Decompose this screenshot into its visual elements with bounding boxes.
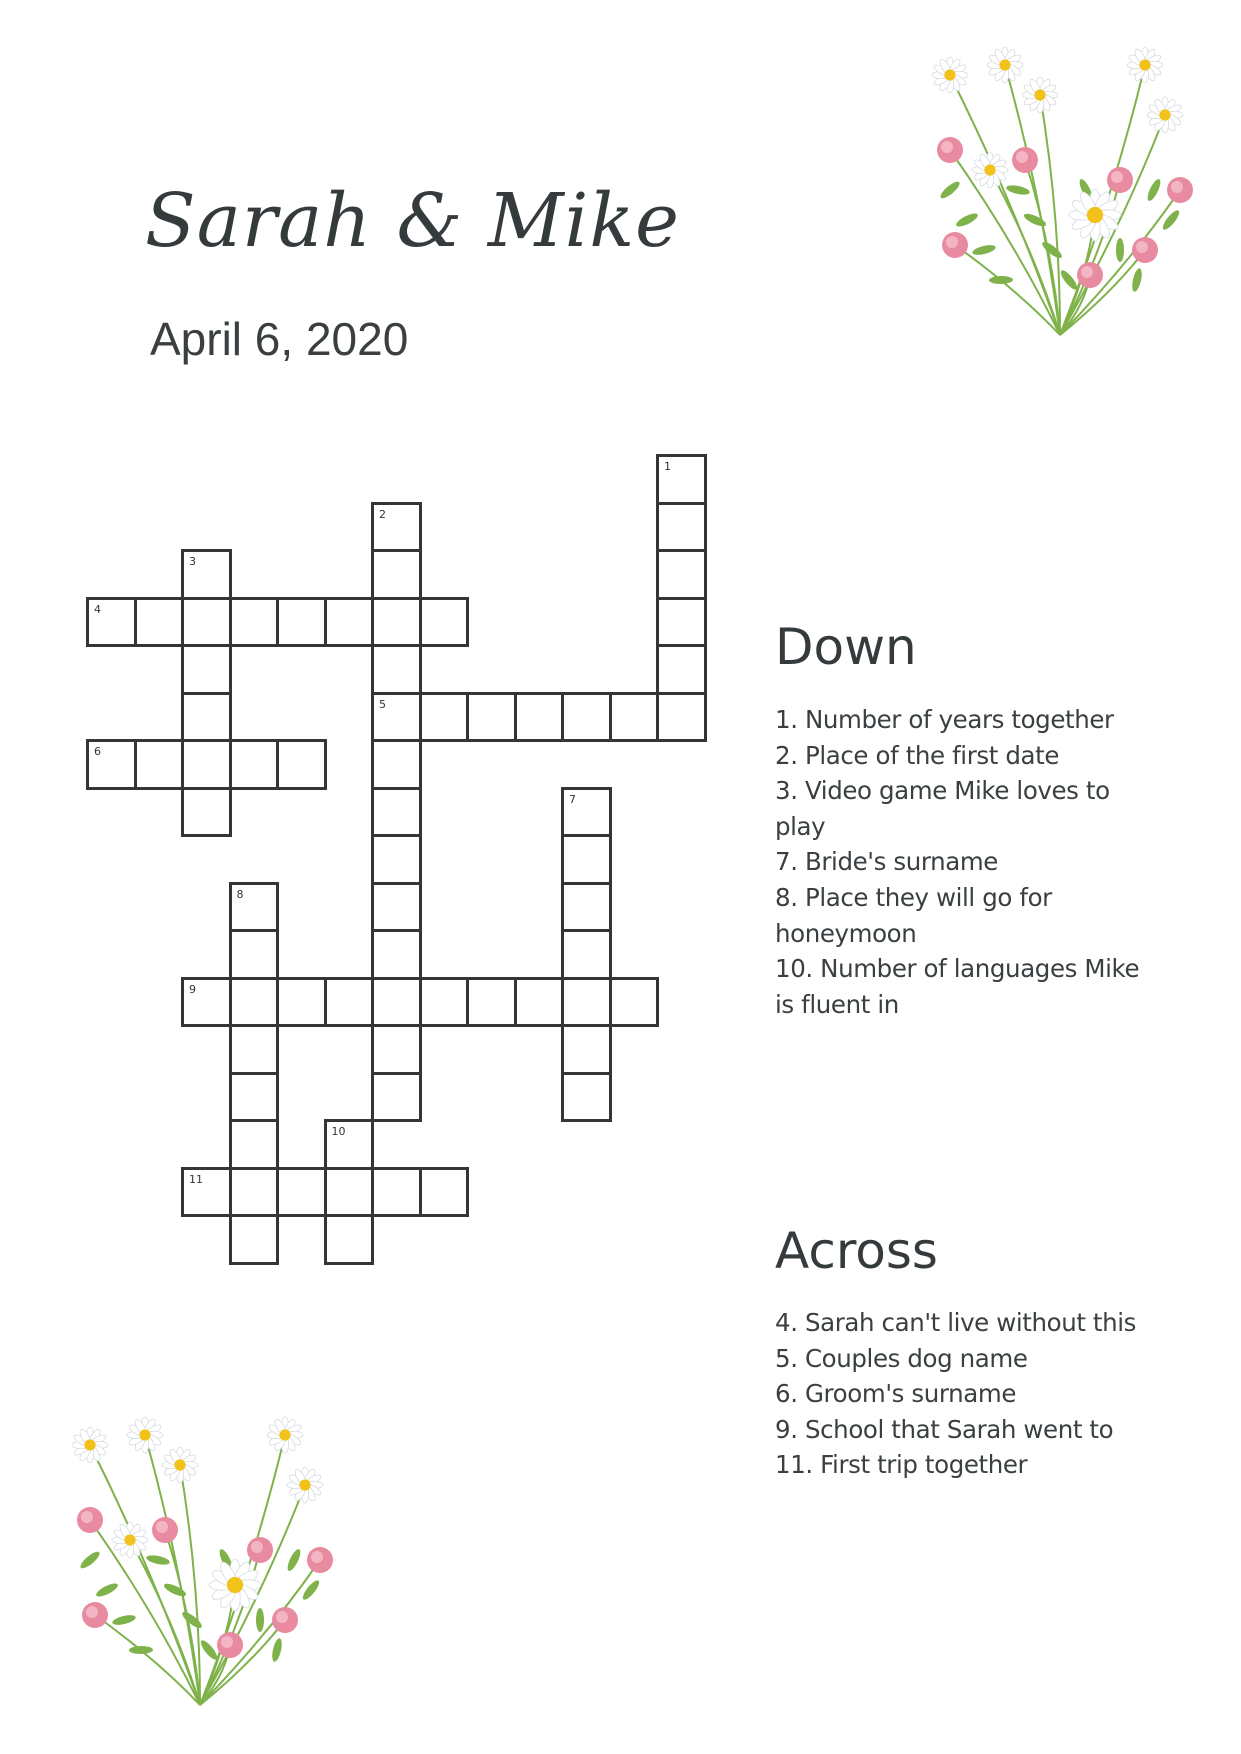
crossword-cell[interactable] [419, 692, 470, 743]
leaf-icon [145, 1554, 170, 1567]
leaf-icon [1005, 184, 1030, 197]
crossword-cell[interactable] [181, 549, 232, 600]
crossword-cell[interactable] [181, 787, 232, 838]
crossword-cell[interactable] [181, 692, 232, 743]
daisy-center-icon [227, 1577, 243, 1593]
clover-highlight [251, 1541, 263, 1553]
crossword-cell[interactable] [181, 739, 232, 790]
crossword-cell[interactable] [229, 1119, 280, 1170]
crossword-cell[interactable] [229, 1214, 280, 1265]
clover-highlight [1171, 181, 1183, 193]
crossword-cell[interactable] [324, 1119, 375, 1170]
crossword-cell[interactable] [86, 739, 137, 790]
leaf-icon [162, 1581, 187, 1598]
crossword-cell[interactable] [86, 597, 137, 648]
crossword-cell[interactable] [181, 977, 232, 1028]
leaf-icon [180, 1609, 204, 1630]
crossword-cell[interactable] [561, 787, 612, 838]
daisy-center-icon [1034, 89, 1045, 100]
crossword-cell[interactable] [324, 977, 375, 1028]
crossword-cell[interactable] [371, 834, 422, 885]
leaf-icon [1040, 239, 1064, 260]
crossword-cell[interactable] [466, 692, 517, 743]
crossword-cell[interactable] [656, 597, 707, 648]
leaf-icon [285, 1547, 303, 1572]
crossword-cell[interactable] [276, 597, 327, 648]
down-clue: 10. Number of languages Mike is fluent in [775, 954, 1140, 1019]
clue-number: 10 [331, 1125, 346, 1139]
leaf-icon [989, 276, 1013, 284]
across-clues [775, 1305, 1155, 1483]
crossword-cell[interactable] [371, 597, 422, 648]
crossword-cell[interactable] [514, 977, 565, 1028]
crossword-cell[interactable] [276, 977, 327, 1028]
clover-highlight [86, 1606, 98, 1618]
across-clue: 6. Groom's surname [775, 1379, 1017, 1409]
crossword-cell[interactable] [371, 977, 422, 1028]
clover-highlight [156, 1521, 168, 1533]
leaf-icon [1130, 267, 1143, 292]
crossword-cell[interactable] [656, 502, 707, 553]
crossword-cell[interactable] [561, 977, 612, 1028]
crossword-cell[interactable] [324, 597, 375, 648]
clue-number: 9 [189, 982, 196, 996]
clue-number: 4 [94, 602, 101, 616]
clue-number: 2 [379, 507, 386, 521]
crossword-cell[interactable] [371, 1167, 422, 1218]
crossword-cell[interactable] [134, 739, 185, 790]
crossword-cell[interactable] [419, 597, 470, 648]
leaf-icon [198, 1638, 219, 1662]
clover-highlight [276, 1611, 288, 1623]
leaf-icon [111, 1613, 136, 1627]
across-heading: Across [775, 1222, 938, 1280]
crossword-cell[interactable] [324, 1167, 375, 1218]
crossword-cell[interactable] [371, 692, 422, 743]
clover-highlight [1081, 266, 1093, 278]
crossword-cell[interactable] [371, 549, 422, 600]
across-clue: 4. Sarah can't live without this [775, 1308, 1137, 1337]
crossword-cell[interactable] [371, 882, 422, 933]
leaf-icon [94, 1581, 119, 1599]
leaf-icon [129, 1646, 153, 1654]
clue-number: 11 [189, 1172, 203, 1186]
down-clue: 8. Place they will go for honeymoon [775, 882, 1052, 948]
clover-highlight [81, 1511, 93, 1523]
leaf-icon [1116, 238, 1124, 262]
crossword-cell[interactable] [561, 882, 612, 933]
crossword-cell[interactable] [229, 882, 280, 933]
crossword-cell[interactable] [371, 787, 422, 838]
clover-highlight [1111, 171, 1123, 183]
crossword-cell[interactable] [419, 1167, 470, 1218]
crossword-cell[interactable] [561, 929, 612, 980]
crossword-cell[interactable] [134, 597, 185, 648]
crossword-cell[interactable] [609, 692, 660, 743]
crossword-cell[interactable] [229, 977, 280, 1028]
crossword-cell[interactable] [181, 597, 232, 648]
crossword-cell[interactable] [181, 1167, 232, 1218]
crossword-cell[interactable] [419, 977, 470, 1028]
clue-number: 3 [189, 555, 196, 569]
leaf-icon [1022, 211, 1047, 228]
leaf-icon [256, 1608, 264, 1632]
crossword-cell[interactable] [371, 929, 422, 980]
flower-bouquet-bottom-left [30, 1410, 370, 1710]
crossword-cell[interactable] [561, 692, 612, 743]
wedding-date: April 6, 2020 [150, 313, 409, 365]
clover-highlight [1136, 241, 1148, 253]
crossword-cell[interactable] [561, 1072, 612, 1123]
crossword-cell[interactable] [656, 692, 707, 743]
crossword-cell[interactable] [229, 739, 280, 790]
daisy-center-icon [999, 59, 1010, 70]
down-clue: 3. Video game Mike loves to play [775, 776, 1110, 841]
leaf-icon [1145, 177, 1163, 202]
crossword-cell[interactable] [514, 692, 565, 743]
clue-number: 8 [236, 887, 244, 901]
daisy-center-icon [124, 1534, 135, 1545]
crossword-cell[interactable] [229, 1167, 280, 1218]
down-clue: 7. Bride's surname [775, 847, 998, 877]
crossword-cell[interactable] [609, 977, 660, 1028]
across-clue: 9. School that Sarah went to [775, 1414, 1114, 1444]
leaf-icon [954, 211, 979, 229]
clover-highlight [311, 1551, 323, 1563]
clue-number: 1 [664, 460, 671, 474]
crossword-cell[interactable] [371, 739, 422, 790]
crossword-cell[interactable] [371, 644, 422, 695]
down-clues [775, 702, 1155, 1022]
across-clue: 11. First trip together [775, 1450, 1028, 1480]
crossword-cell[interactable] [324, 1214, 375, 1265]
daisy-center-icon [299, 1479, 310, 1490]
crossword-cell[interactable] [561, 834, 612, 885]
leaf-icon [1058, 268, 1079, 292]
down-clue: 2. Place of the first date [775, 740, 1059, 770]
clover-highlight [946, 236, 958, 248]
daisy-center-icon [1139, 59, 1150, 70]
leaf-icon [938, 179, 962, 201]
daisy-center-icon [944, 69, 955, 80]
crossword-cell[interactable] [656, 549, 707, 600]
crossword-cell[interactable] [656, 644, 707, 695]
daisy-center-icon [984, 164, 995, 175]
couple-names-title: Sarah & Mike [145, 178, 680, 264]
down-clue: 1. Number of years together [775, 705, 1114, 734]
clue-number: 6 [94, 745, 101, 759]
flower-bouquet-top-right [890, 40, 1230, 340]
leaf-icon [78, 1549, 102, 1571]
across-clue: 5. Couples dog name [775, 1343, 1028, 1373]
daisy-center-icon [1159, 109, 1170, 120]
daisy-center-icon [1087, 207, 1103, 223]
clover-highlight [941, 141, 953, 153]
crossword-cell[interactable] [229, 1024, 280, 1075]
clover-highlight [221, 1636, 233, 1648]
daisy-center-icon [139, 1429, 150, 1440]
crossword-cell[interactable] [371, 1024, 422, 1075]
crossword-cell[interactable] [181, 644, 232, 695]
leaf-icon [270, 1637, 283, 1662]
daisy-center-icon [84, 1439, 95, 1450]
crossword-cell[interactable] [229, 597, 280, 648]
crossword-cell[interactable] [276, 739, 327, 790]
down-heading: Down [775, 618, 917, 676]
crossword-cell[interactable] [371, 502, 422, 553]
crossword-cell[interactable] [276, 1167, 327, 1218]
crossword-cell[interactable] [656, 454, 707, 505]
daisy-center-icon [174, 1459, 185, 1470]
clover-highlight [1016, 151, 1028, 163]
leaf-icon [971, 243, 996, 257]
crossword-cell[interactable] [229, 929, 280, 980]
crossword-cell[interactable] [561, 1024, 612, 1075]
crossword-cell[interactable] [466, 977, 517, 1028]
clue-number: 5 [379, 697, 386, 711]
daisy-center-icon [279, 1429, 290, 1440]
crossword-cell[interactable] [371, 1072, 422, 1123]
clue-number: 7 [569, 792, 576, 806]
crossword-cell[interactable] [229, 1072, 280, 1123]
